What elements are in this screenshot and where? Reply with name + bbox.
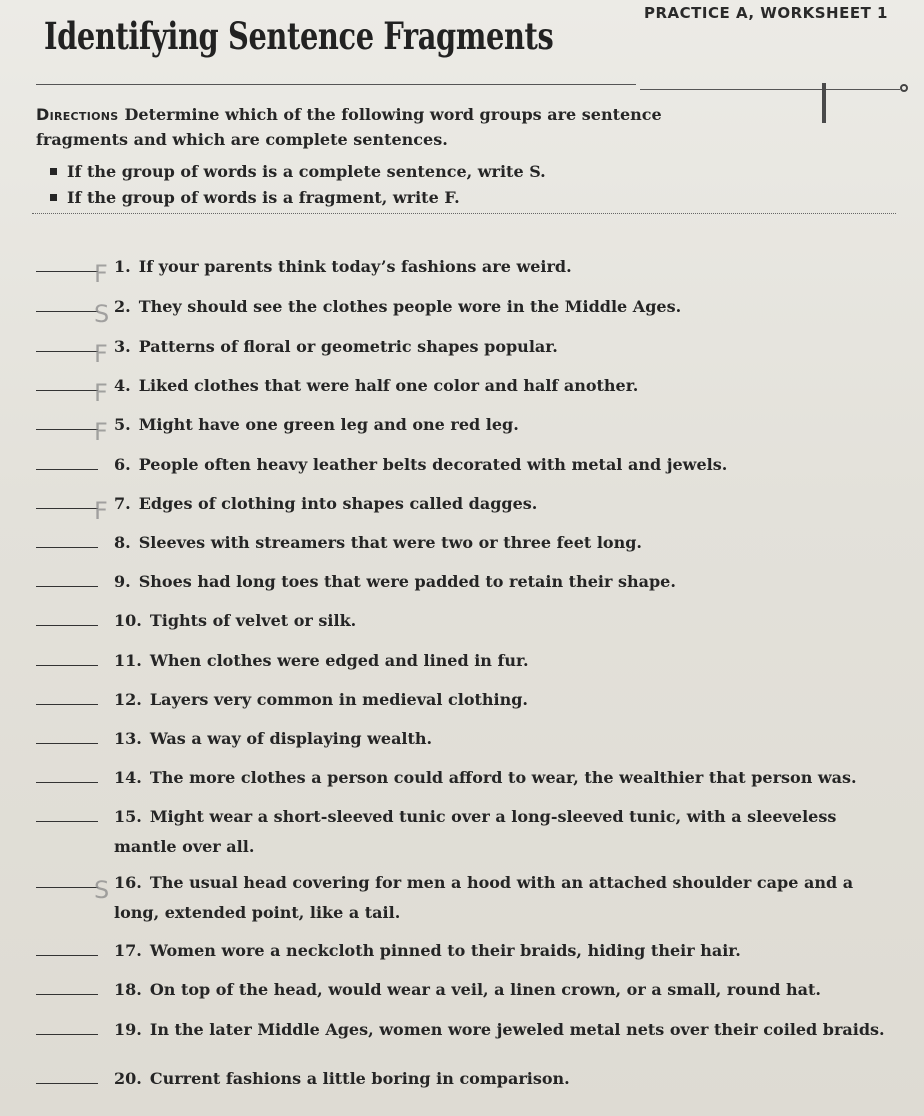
answer-blank[interactable] bbox=[36, 497, 108, 525]
page-title: Identifying Sentence Fragments bbox=[44, 14, 554, 58]
handwritten-answer: S bbox=[94, 876, 110, 904]
question-number: 3. bbox=[114, 337, 131, 356]
question-text: Sleeves with streamers that were two or three feet long. bbox=[138, 533, 642, 552]
question-text: The usual head covering for men a hood with an attached shoulder cape and a long, extended point, like a tail. bbox=[114, 873, 854, 922]
question-text-block bbox=[114, 1015, 894, 1045]
handwritten-answer: S bbox=[94, 300, 110, 328]
question-number: 8. bbox=[114, 533, 131, 552]
question-text-block bbox=[114, 936, 894, 966]
answer-blank[interactable] bbox=[36, 821, 98, 822]
answer-blank[interactable] bbox=[36, 547, 98, 548]
question-text: Was a way of displaying wealth. bbox=[149, 729, 433, 748]
handwritten-answer: F bbox=[94, 497, 108, 525]
question-number: 18. bbox=[114, 980, 142, 999]
question-text-block bbox=[114, 724, 894, 754]
question-number: 15. bbox=[114, 807, 142, 826]
question-number: 14. bbox=[114, 768, 142, 787]
question-text-block bbox=[114, 763, 894, 793]
question-text: Might have one green leg and one red leg. bbox=[138, 415, 519, 434]
answer-blank[interactable] bbox=[36, 586, 98, 587]
answer-blank[interactable] bbox=[36, 300, 110, 328]
question-text: Liked clothes that were half one color and half another. bbox=[138, 376, 639, 395]
question-text: Edges of clothing into shapes called dagges. bbox=[138, 494, 538, 513]
worksheet-label: PRACTICE A, WORKSHEET 1 bbox=[644, 4, 888, 22]
question-text-block bbox=[114, 410, 894, 440]
question-number: 12. bbox=[114, 690, 142, 709]
question-text-block bbox=[114, 685, 894, 715]
answer-blank[interactable] bbox=[36, 994, 98, 995]
question-text-block bbox=[114, 252, 894, 282]
question-text-block bbox=[114, 646, 894, 676]
question-text: In the later Middle Ages, women wore jeweled metal nets over their coiled braids. bbox=[149, 1020, 885, 1039]
question-text: Layers very common in medieval clothing. bbox=[149, 690, 528, 709]
directions-bullets bbox=[50, 158, 546, 210]
decorative-post bbox=[822, 83, 826, 123]
question-number: 1. bbox=[114, 257, 131, 276]
question-text-block bbox=[114, 567, 894, 597]
question-number: 2. bbox=[114, 297, 131, 316]
answer-blank[interactable] bbox=[36, 782, 98, 783]
question-text: Current fashions a little boring in comparison. bbox=[149, 1069, 570, 1088]
decorative-dot bbox=[900, 84, 908, 92]
answer-blank[interactable] bbox=[36, 955, 98, 956]
answer-blank[interactable] bbox=[36, 1083, 98, 1084]
title-divider bbox=[36, 84, 636, 85]
decorative-line bbox=[640, 89, 900, 90]
question-text: If your parents think today’s fashions are weird. bbox=[138, 257, 572, 276]
bullet-text: If the group of words is a fragment, write F. bbox=[67, 187, 460, 207]
question-text: The more clothes a person could afford to wear, the wealthier that person was. bbox=[149, 768, 857, 787]
dotted-divider bbox=[32, 213, 896, 214]
question-number: 20. bbox=[114, 1069, 142, 1088]
question-number: 4. bbox=[114, 376, 131, 395]
handwritten-answer: F bbox=[94, 379, 108, 407]
directions-text: Determine which of the following word groups are sentence fragments and which are complete sentences. bbox=[36, 105, 662, 149]
question-text-block bbox=[114, 371, 894, 401]
question-text-block bbox=[114, 332, 894, 362]
handwritten-answer: F bbox=[94, 418, 108, 446]
answer-blank[interactable] bbox=[36, 469, 98, 470]
bullet-item bbox=[50, 184, 546, 210]
answer-blank[interactable] bbox=[36, 340, 108, 368]
answer-blank[interactable] bbox=[36, 1034, 98, 1035]
question-number: 9. bbox=[114, 572, 131, 591]
question-number: 6. bbox=[114, 455, 131, 474]
question-text-block bbox=[114, 292, 894, 322]
answer-blank[interactable] bbox=[36, 379, 108, 407]
question-text: On top of the head, would wear a veil, a linen crown, or a small, round hat. bbox=[149, 980, 821, 999]
answer-blank[interactable] bbox=[36, 625, 98, 626]
question-number: 11. bbox=[114, 651, 142, 670]
question-number: 5. bbox=[114, 415, 131, 434]
directions bbox=[36, 102, 686, 152]
answer-blank[interactable] bbox=[36, 876, 110, 904]
bullet-square-icon bbox=[50, 194, 57, 201]
question-number: 7. bbox=[114, 494, 131, 513]
question-text-block bbox=[114, 1064, 894, 1094]
question-text: Might wear a short-sleeved tunic over a long-sleeved tunic, with a sleeveless mantle over all. bbox=[114, 807, 837, 856]
bullet-text: If the group of words is a complete sentence, write S. bbox=[67, 161, 546, 181]
handwritten-answer: F bbox=[94, 340, 108, 368]
question-number: 10. bbox=[114, 611, 142, 630]
question-text-block bbox=[114, 802, 894, 862]
bullet-item bbox=[50, 158, 546, 184]
answer-blank[interactable] bbox=[36, 418, 108, 446]
question-text: Women wore a neckcloth pinned to their braids, hiding their hair. bbox=[149, 941, 741, 960]
question-text-block bbox=[114, 450, 894, 480]
answer-blank[interactable] bbox=[36, 260, 108, 288]
question-text: People often heavy leather belts decorated with metal and jewels. bbox=[138, 455, 728, 474]
question-text: Shoes had long toes that were padded to retain their shape. bbox=[138, 572, 676, 591]
answer-blank[interactable] bbox=[36, 665, 98, 666]
handwritten-answer: F bbox=[94, 260, 108, 288]
bullet-square-icon bbox=[50, 168, 57, 175]
question-text-block bbox=[114, 528, 894, 558]
question-text-block bbox=[114, 606, 894, 636]
question-number: 13. bbox=[114, 729, 142, 748]
answer-blank[interactable] bbox=[36, 704, 98, 705]
question-text-block bbox=[114, 975, 894, 1005]
question-text: When clothes were edged and lined in fur. bbox=[149, 651, 529, 670]
question-number: 17. bbox=[114, 941, 142, 960]
question-text: Patterns of floral or geometric shapes popular. bbox=[138, 337, 558, 356]
question-text: Tights of velvet or silk. bbox=[149, 611, 357, 630]
question-text-block bbox=[114, 489, 894, 519]
question-text-block bbox=[114, 868, 894, 928]
question-text: They should see the clothes people wore in the Middle Ages. bbox=[138, 297, 682, 316]
question-number: 16. bbox=[114, 873, 142, 892]
answer-blank[interactable] bbox=[36, 743, 98, 744]
question-number: 19. bbox=[114, 1020, 142, 1039]
directions-label: Directions bbox=[36, 105, 119, 124]
